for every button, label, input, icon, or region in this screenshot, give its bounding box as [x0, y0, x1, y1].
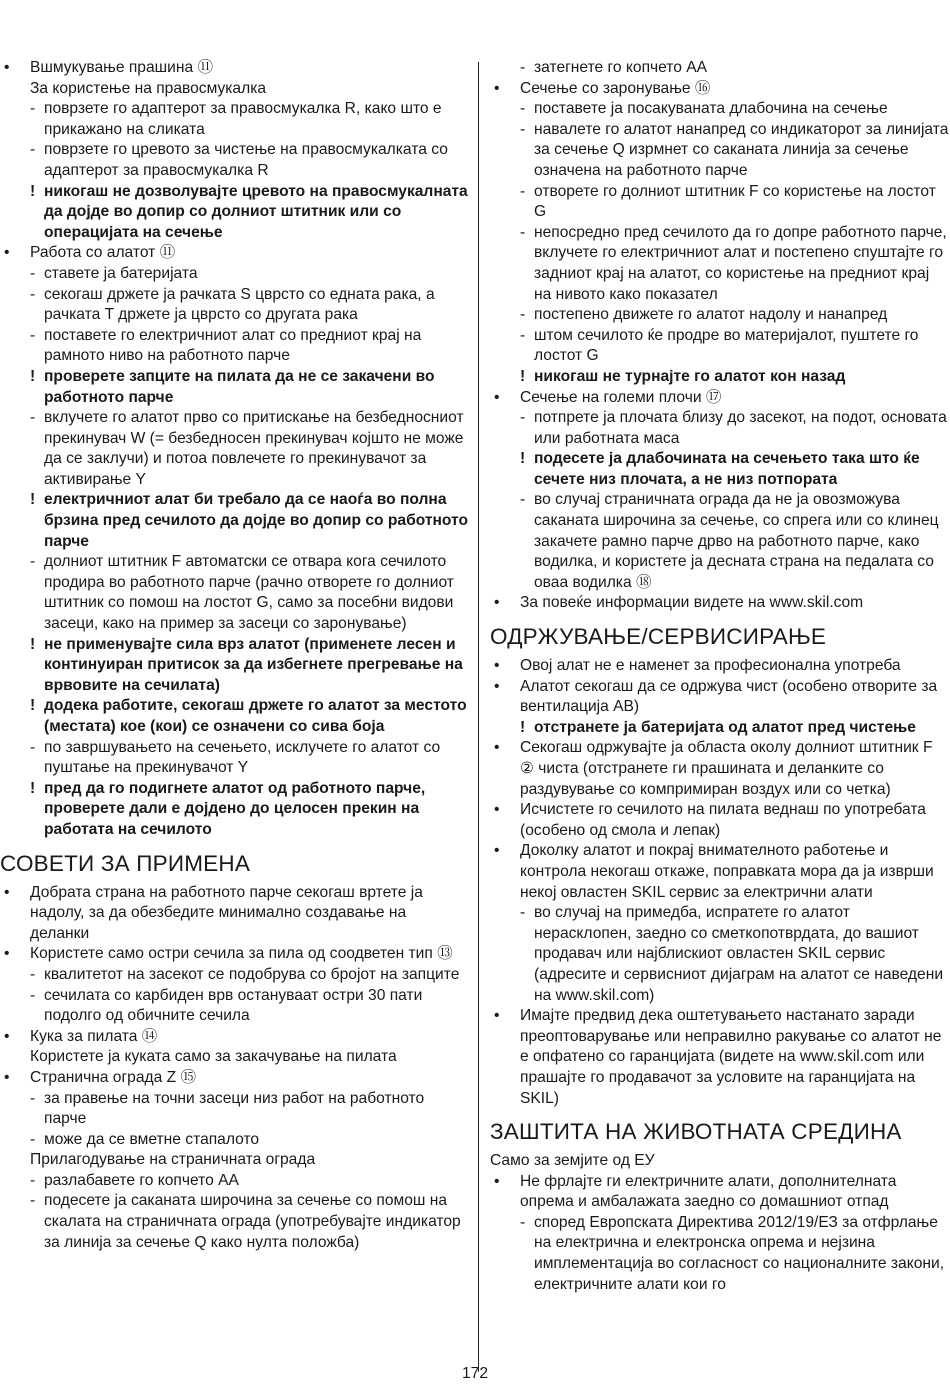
item-text: затегнете го копчето AA: [534, 59, 708, 76]
bullet-mark: •: [494, 657, 500, 675]
bullet-item: [490, 677, 950, 718]
item-text: Користете само остри сечила за пила од соодветен тип ⑬: [30, 945, 453, 963]
bullet-item: [490, 656, 950, 677]
item-text: постепено движете го алатот надолу и нанапред: [534, 306, 888, 324]
dash-mark: -: [30, 100, 36, 118]
item-text: поврзете го цревото за чистење на правосмукалката со адаптерот за правосмукалка R: [44, 141, 448, 179]
bullet-item: [0, 1068, 468, 1089]
bullet-item: [0, 944, 468, 965]
item-text: Сечење со зaронување ⑯: [520, 79, 711, 97]
bullet-mark: •: [4, 945, 10, 963]
item-text: додека работите, секогаш држете го алатот за местото (местата) кое (кои) се означени со сива боја: [44, 697, 467, 735]
item-text: според Европската Директива 2012/19/ЕЗ за отфрлање на електрична и електронска опрема и нејзина имплементација во согласност со националните закони, електричните алати кои го: [534, 1213, 945, 1293]
dash-mark: -: [30, 409, 36, 427]
dash-mark: -: [520, 904, 526, 922]
item-text: разлабавете го копчето AA: [44, 1171, 239, 1189]
item-text: во случај страничната ограда да не ја овозможува саканата широчина за сечење, со спрега или со клинец закачете рамно парче дрво на работното парче, како водилка, и користете ја десната страна на педалата со оваа водилка ⑱: [534, 491, 939, 591]
sub-item: [0, 1171, 468, 1192]
dash-mark: -: [520, 59, 526, 76]
bullet-item: [490, 841, 950, 903]
item-text: Имајте предвид дека оштетувањето настанато заради преоптоварување или неправилно ракување со алатот не е опфатено со гаранцијата (видете на www.skil.com или прашајте го продавачот за условите на гаранцијата на SKIL): [520, 1007, 942, 1107]
bullet-item: [490, 1006, 950, 1109]
bullet-item: [490, 79, 950, 100]
dash-mark: -: [520, 409, 526, 427]
item-text: За повеќе информации видете на www.skil.com: [520, 594, 864, 612]
warning-item: [0, 182, 468, 244]
item-text: никогаш не дозволувајте цревото на правосмукалната да дојде во допир со долниот штитник или со операцијата на сечење: [44, 182, 468, 241]
warning-mark: !: [520, 718, 526, 736]
dash-mark: -: [30, 141, 36, 159]
bullet-mark: •: [4, 1068, 10, 1086]
warning-mark: !: [520, 450, 526, 468]
right-column: [490, 58, 950, 1295]
warning-item: [0, 367, 468, 408]
item-text: квалитетот на засекот се подобрува со бројот на запците: [44, 965, 460, 983]
sub-item: [0, 1089, 468, 1130]
bullet-item: [490, 593, 950, 614]
sub-item: [490, 58, 950, 79]
sub-item: [490, 182, 950, 223]
item-text: пред да го подигнете алатот од работното парче, проверете дали е дојдено до целосен прекин на работата на сечилото: [44, 779, 426, 838]
item-text: штом сечилото ќе продре во материјалот, пуштете го лостот G: [534, 326, 919, 365]
continuation-text: [0, 1150, 468, 1171]
sub-item: [0, 1130, 468, 1151]
bullet-mark: •: [494, 677, 500, 695]
warning-item: [490, 449, 950, 490]
item-text: никогаш не турнајте го алатот кон назад: [534, 367, 846, 385]
item-text: поставете го електричниот алат со предниот крај на рамното ниво на работното парче: [44, 326, 422, 365]
sub-item: [0, 408, 468, 490]
sub-item: [0, 99, 468, 140]
item-text: непосредно пред сечилото да го допре работното парче, вклучете го електричниот алат и постепено спуштајте го задниот крај на алатот, со користење на предниот крај на нивото како показател: [534, 223, 947, 303]
page-number: 172: [461, 1365, 489, 1382]
paragraph: [490, 1151, 950, 1172]
warning-mark: !: [30, 779, 36, 797]
section-heading: СОВЕТИ ЗА ПРИМЕНА: [0, 850, 251, 876]
item-text: може да се вметне стапалото: [44, 1130, 260, 1148]
warning-item: [490, 367, 950, 388]
sub-item: [0, 738, 468, 779]
bullet-mark: •: [4, 244, 10, 262]
dash-mark: -: [30, 1171, 36, 1189]
item-text: проверете запците на пилата да не се закачени во работното парче: [44, 367, 435, 406]
dash-mark: -: [30, 264, 36, 282]
warning-item: [0, 779, 468, 841]
item-text: За користење на правосмукалка: [30, 79, 267, 97]
sub-item: [0, 326, 468, 367]
bullet-mark: •: [494, 801, 500, 819]
item-text: електричниот алат би требало да се наоѓа во полна брзина пред сечилото да дојде во допир со работното парче: [44, 491, 469, 550]
item-text: во случај на примедба, испратете го алатот нерасклопен, заедно со сметкопотврдата, до вашиот продавач или најблискиот овластен SKIL сервис (адресите и сервисниот дијаграм на алатот се наведени на www.skil.com): [534, 904, 944, 1004]
dash-mark: -: [30, 285, 36, 303]
bullet-item: [0, 243, 468, 264]
warning-mark: !: [520, 367, 526, 385]
warning-mark: !: [30, 635, 36, 653]
item-text: Користете ја куката само за закачување на пилата: [30, 1048, 397, 1066]
dash-mark: -: [520, 182, 526, 200]
item-text: Не фрлајте ги електричните алати, дополнителната опрема и амбалажата заедно со домашниот отпад: [520, 1172, 897, 1211]
item-text: не применувајте сила врз алатот (применете лесен и континуиран притисок за да избегнете прегревање на врвовите на сечилата): [44, 635, 463, 694]
sub-item: [490, 99, 950, 120]
bullet-item: [490, 388, 950, 409]
dash-mark: -: [30, 986, 36, 1004]
sub-item: [490, 305, 950, 326]
item-text: отстранете ја батеријата од алатот пред чистење: [534, 718, 916, 736]
item-text: сечилата со карбиден врв остануваат остри 30 пати подолго од обичните сечила: [44, 986, 423, 1025]
bullet-item: [490, 800, 950, 841]
warning-mark: !: [30, 182, 36, 200]
item-text: Исчистете го сечилото на пилата веднаш по употребата (особено од смола и лепак): [520, 801, 926, 839]
sub-item: [0, 965, 468, 986]
dash-mark: -: [520, 491, 526, 509]
sub-item: [0, 140, 468, 181]
bullet-item: [490, 1172, 950, 1213]
sub-item: [490, 903, 950, 1006]
dash-mark: -: [30, 553, 36, 571]
sub-item: [0, 986, 468, 1027]
dash-mark: -: [520, 1213, 526, 1231]
sub-item: [490, 120, 950, 182]
sub-item: [490, 1213, 950, 1295]
item-text: Само за земјите од ЕУ: [490, 1152, 655, 1170]
warning-item: [0, 696, 468, 737]
continuation-text: [0, 1047, 468, 1068]
dash-mark: -: [520, 223, 526, 241]
bullet-mark: •: [494, 739, 500, 757]
bullet-mark: •: [494, 1172, 500, 1190]
sub-item: [490, 408, 950, 449]
warning-mark: !: [30, 697, 36, 715]
warning-mark: !: [30, 491, 36, 509]
sub-item: [490, 490, 950, 593]
item-text: потпрете ја плочата близу до засекот, на подот, основата или работната маса: [534, 409, 947, 447]
item-text: Кука за пилата ⑭: [30, 1027, 158, 1045]
bullet-mark: •: [494, 79, 500, 97]
item-text: Секогаш одржувајте ја областа околу долниот штитник F ② чиста (отстранете ги прашината и деланките со раздувување со компримиран воздух или со четка): [520, 739, 933, 798]
dash-mark: -: [30, 326, 36, 344]
item-text: секогаш држете ја рачката S цврсто со едната рака, а рачката T држете ја цврсто со другата рака: [44, 285, 435, 324]
item-text: долниот штитник F автоматски се отвара кога сечилото продира во работното парче (рачно отворете го долниот штитник со помош на лостот G, само за посебни видови засеци, како на пример за засеци со заронување): [44, 553, 454, 633]
bullet-mark: •: [494, 842, 500, 860]
warning-item: [490, 718, 950, 739]
continuation-text: [0, 79, 468, 100]
item-text: Вшмукување прашина ⑪: [30, 59, 214, 76]
item-text: Прилагодување на страничната ограда: [30, 1151, 316, 1169]
bullet-item: [490, 738, 950, 800]
item-text: по завршувањето на сечењето, исклучете го алатот со пуштање на прекинувачот Y: [44, 738, 441, 777]
bullet-item: [0, 58, 468, 79]
item-text: Сечење на големи плочи ⑰: [520, 388, 722, 406]
section-heading: ЗАШТИТА НА ЖИВОТНАТА СРЕДИНА: [490, 1119, 902, 1145]
item-text: ставете ја батеријата: [44, 264, 198, 282]
bullet-item: [0, 883, 468, 945]
item-text: навалете го алатот нанапред со индикаторот за линијата за сечење Q изрмнет со саканата линија за сечење означена на работното парче: [534, 120, 949, 179]
column-divider: [478, 62, 479, 1372]
item-text: Работа со алатот ⑪: [30, 244, 176, 262]
item-text: за правење на точни засеци низ работ на работното парче: [44, 1089, 425, 1128]
bullet-mark: •: [494, 1007, 500, 1025]
dash-mark: -: [520, 120, 526, 138]
sub-item: [490, 326, 950, 367]
warning-mark: !: [30, 367, 36, 385]
bullet-mark: •: [494, 594, 500, 612]
item-text: вклучете го алатот прво со притискање на безбедносниот прекинувач W (= безбедносен прекинувач којшто не може да се заклучи) и потоа повлечете го прекинувачот за активирање Y: [44, 409, 464, 488]
bullet-item: [0, 1027, 468, 1048]
left-column: [0, 58, 468, 1253]
sub-item: [0, 264, 468, 285]
section-heading: ОДРЖУВАЊЕ/СЕРВИСИРАЊЕ: [490, 624, 827, 650]
item-text: поврзете го адаптерот за правосмукалка R, како што е прикажано на сликата: [44, 100, 442, 138]
dash-mark: -: [30, 1192, 36, 1210]
sub-item: [0, 552, 468, 634]
sub-item: [0, 1191, 468, 1253]
item-text: Странична ограда Z ⑮: [30, 1068, 197, 1086]
bullet-mark: •: [494, 388, 500, 406]
dash-mark: -: [520, 326, 526, 344]
item-text: отворете го долниот штитник F со користење на лостот G: [534, 182, 936, 221]
item-text: поставете ја посакуваната длабочина на сечење: [534, 100, 888, 118]
bullet-mark: •: [4, 1027, 10, 1045]
warning-item: [0, 490, 468, 552]
bullet-mark: •: [4, 59, 10, 76]
dash-mark: -: [30, 1130, 36, 1148]
bullet-mark: •: [4, 883, 10, 901]
dash-mark: -: [30, 965, 36, 983]
dash-mark: -: [30, 1089, 36, 1107]
dash-mark: -: [520, 100, 526, 118]
sub-item: [490, 223, 950, 305]
warning-item: [0, 635, 468, 697]
dash-mark: -: [520, 306, 526, 324]
item-text: Овој алат не е наменет за професионална употреба: [520, 657, 901, 675]
item-text: Алатот секогаш да се одржува чист (особено отворите за вентилација AB): [520, 677, 938, 716]
item-text: подесете ја длабочината на сечењето така што ќе сечете низ плочата, а не низ потпората: [534, 450, 920, 488]
item-text: подесете ја саканата широчина за сечење со помош на скалата на страничната ограда (употребувајте индикатор за линија за сечење Q како нулта положба): [44, 1192, 461, 1251]
dash-mark: -: [30, 738, 36, 756]
item-text: Добрата страна на работното парче секогаш вртете ја надолу, за да обезбедите минимално создавање на деланки: [30, 883, 423, 942]
sub-item: [0, 285, 468, 326]
item-text: Доколку алатот и покрај внимателното работење и контрола некогаш откаже, поправката мора да ја изврши некој овластен SKIL сервис за електрични алати: [520, 842, 934, 901]
